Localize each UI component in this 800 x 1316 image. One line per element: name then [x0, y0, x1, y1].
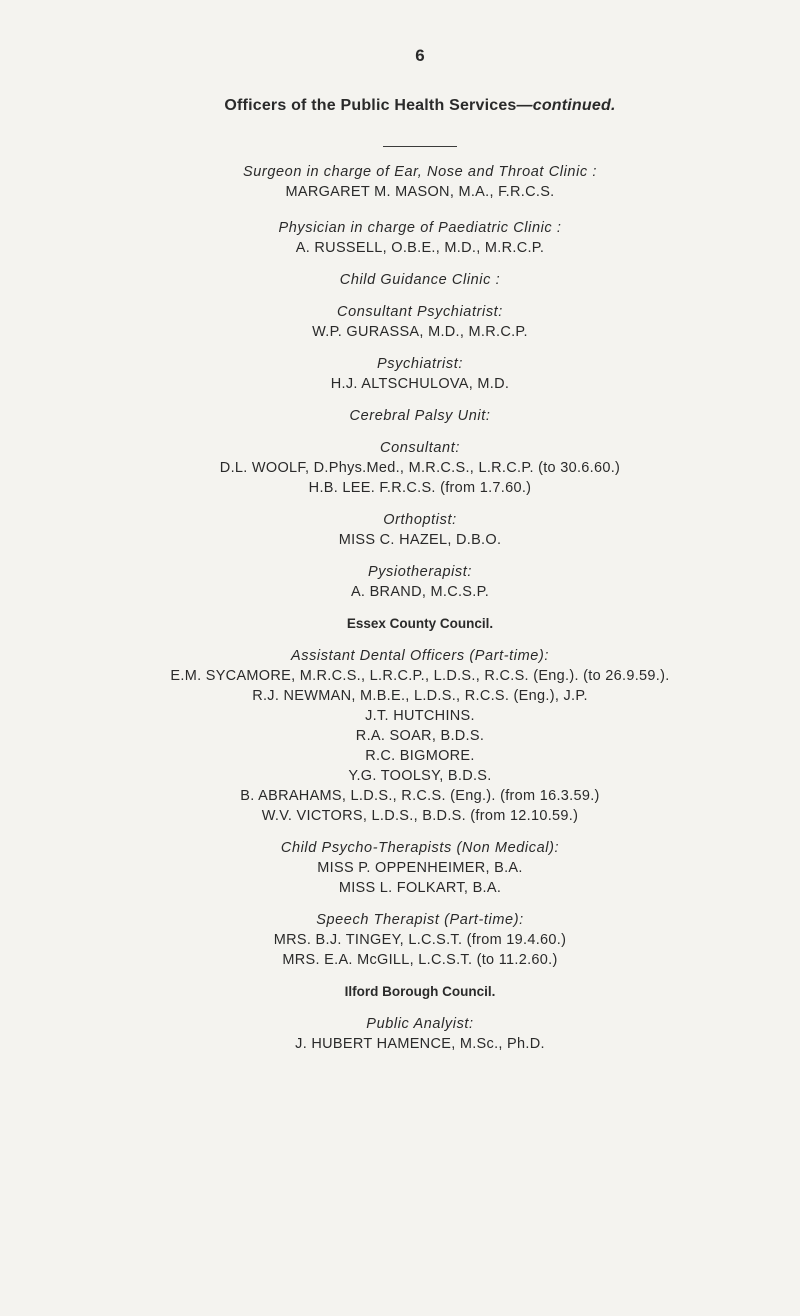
officer-name: J.T. HUTCHINS.: [365, 708, 475, 724]
officer-name: R.A. SOAR, B.D.S.: [355, 728, 485, 744]
section-title-paediatric: Physician in charge of Paediatric Clinic :: [278, 220, 562, 236]
section-title-psycho-therapists: Child Psycho-Therapists (Non Medical):: [280, 840, 560, 856]
page-heading: [0, 97, 800, 115]
heading-rule: [383, 146, 457, 147]
officer-name: B. ABRAHAMS, L.D.S., R.C.S. (Eng.). (from 16.3.59.): [240, 788, 600, 804]
section-title-public-analyst: Public Analyist:: [366, 1016, 474, 1032]
officer-name: W.V. VICTORS, L.D.S., B.D.S. (from 12.10.59.): [261, 808, 579, 824]
officer-name: R.C. BIGMORE.: [365, 748, 475, 764]
section-title-consultant-psychiatrist: Consultant Psychiatrist:: [337, 304, 503, 320]
page-heading-suffix: —continued.: [516, 97, 616, 114]
officer-list: [0, 162, 800, 1054]
section-title-consultant: Consultant:: [380, 440, 460, 456]
officer-name: MISS L. FOLKART, B.A.: [338, 880, 502, 896]
officer-name: A. RUSSELL, O.B.E., M.D., M.R.C.P.: [295, 240, 545, 256]
council-heading-ilford: Ilford Borough Council.: [344, 984, 496, 999]
officer-name: E.M. SYCAMORE, M.R.C.S., L.R.C.P., L.D.S., R.C.S. (Eng.). (to 26.9.59.).: [170, 668, 670, 684]
section-title-cerebral-palsy: Cerebral Palsy Unit:: [349, 408, 491, 424]
officer-name: MARGARET M. MASON, M.A., F.R.C.S.: [285, 184, 555, 200]
officer-name: H.B. LEE. F.R.C.S. (from 1.7.60.): [308, 480, 532, 496]
officer-name: D.L. WOOLF, D.Phys.Med., M.R.C.S., L.R.C.P. (to 30.6.60.): [219, 460, 621, 476]
section-title-orthoptist: Orthoptist:: [383, 512, 457, 528]
officer-name: Y.G. TOOLSY, B.D.S.: [348, 768, 492, 784]
officer-name: J. HUBERT HAMENCE, M.Sc., Ph.D.: [295, 1036, 545, 1052]
officer-name: MRS. B.J. TINGEY, L.C.S.T. (from 19.4.60.): [273, 932, 567, 948]
section-title-ent: Surgeon in charge of Ear, Nose and Throat Clinic :: [242, 164, 597, 180]
officer-name: MRS. E.A. McGILL, L.C.S.T. (to 11.2.60.): [282, 952, 558, 968]
officer-name: A. BRAND, M.C.S.P.: [350, 584, 490, 600]
section-title-child-guidance: Child Guidance Clinic :: [339, 272, 501, 288]
section-title-physiotherapist: Pysiotherapist:: [367, 564, 473, 580]
council-heading-essex: Essex County Council.: [346, 616, 494, 631]
page-number: 6: [415, 46, 425, 65]
officer-name: H.J. ALTSCHULOVA, M.D.: [330, 376, 510, 392]
section-title-speech-therapist: Speech Therapist (Part-time):: [316, 912, 524, 928]
officer-name: R.J. NEWMAN, M.B.E., L.D.S., R.C.S. (Eng.), J.P.: [252, 688, 588, 704]
officer-name: W.P. GURASSA, M.D., M.R.C.P.: [312, 324, 528, 340]
section-title-psychiatrist: Psychiatrist:: [377, 356, 463, 372]
section-title-dental: Assistant Dental Officers (Part-time):: [290, 648, 550, 664]
page-heading-main: Officers of the Public Health Services: [224, 97, 517, 114]
officer-name: MISS C. HAZEL, D.B.O.: [338, 532, 502, 548]
officer-name: MISS P. OPPENHEIMER, B.A.: [317, 860, 523, 876]
